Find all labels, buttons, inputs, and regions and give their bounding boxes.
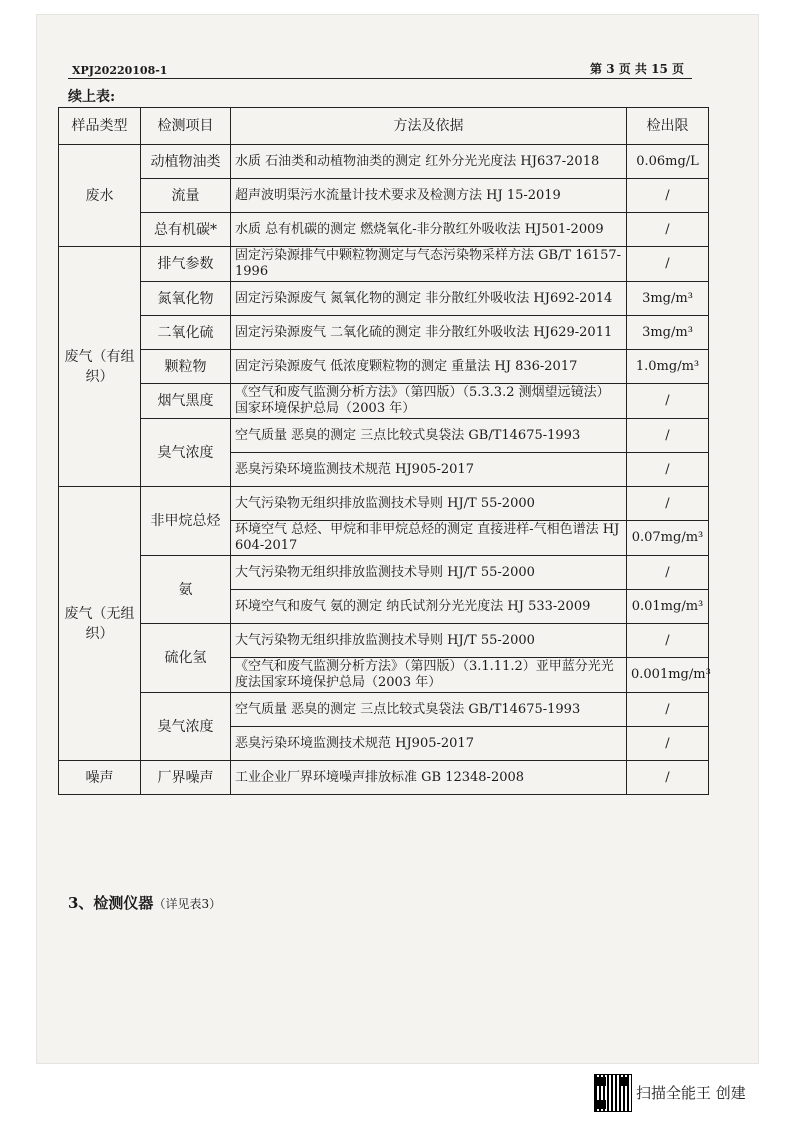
table-row [59, 213, 709, 247]
test-item-cell: 氨 [141, 556, 231, 624]
method-cell: 环境空气和废气 氨的测定 纳氏试剂分光光度法 HJ 533-2009 [231, 590, 627, 624]
column-header: 检测项目 [141, 108, 231, 145]
table-body [59, 145, 709, 795]
test-item-cell: 二氧化硫 [141, 316, 231, 350]
method-cell: 水质 总有机碳的测定 燃烧氧化-非分散红外吸收法 HJ501-2009 [231, 213, 627, 247]
method-cell: 环境空气 总烃、甲烷和非甲烷总烃的测定 直接进样-气相色谱法 HJ 604-2017 [231, 521, 627, 556]
detection-limit-cell: / [627, 487, 709, 521]
method-cell: 《空气和废气监测分析方法》（第四版）（5.3.3.2 测烟望远镜法）国家环境保护总局（2003 年） [231, 384, 627, 419]
method-cell: 固定污染源废气 低浓度颗粒物的测定 重量法 HJ 836-2017 [231, 350, 627, 384]
method-cell: 《空气和废气监测分析方法》（第四版）（3.1.11.2）亚甲蓝分光光度法国家环境保护总局（2003 年） [231, 658, 627, 693]
qr-code-icon [594, 1074, 632, 1112]
table-row [59, 282, 709, 316]
table-row [59, 693, 709, 727]
table-row [59, 145, 709, 179]
page-header [68, 60, 692, 78]
detection-limit-cell: / [627, 556, 709, 590]
table-row [59, 761, 709, 795]
test-item-cell: 臭气浓度 [141, 419, 231, 487]
method-cell: 水质 石油类和动植物油类的测定 红外分光光度法 HJ637-2018 [231, 145, 627, 179]
column-header: 方法及依据 [231, 108, 627, 145]
detection-limit-cell: / [627, 624, 709, 658]
detection-limit-cell: 3mg/m³ [627, 282, 709, 316]
section-note: （详见表3） [153, 897, 222, 911]
method-cell: 固定污染源排气中颗粒物测定与气态污染物采样方法 GB/T 16157-1996 [231, 247, 627, 282]
method-cell: 恶臭污染环境监测技术规范 HJ905-2017 [231, 453, 627, 487]
sample-type-cell: 废气（有组织） [59, 247, 141, 487]
test-item-cell: 臭气浓度 [141, 693, 231, 761]
column-header: 样品类型 [59, 108, 141, 145]
table-row [59, 384, 709, 419]
table-row [59, 556, 709, 590]
test-item-cell: 非甲烷总烃 [141, 487, 231, 556]
section-heading: 3、检测仪器 [68, 894, 154, 912]
detection-limit-cell: 1.0mg/m³ [627, 350, 709, 384]
test-item-cell: 流量 [141, 179, 231, 213]
header-rule [68, 78, 692, 79]
method-cell: 大气污染物无组织排放监测技术导则 HJ/T 55-2000 [231, 556, 627, 590]
detection-limit-cell: / [627, 693, 709, 727]
detection-limit-cell: / [627, 247, 709, 282]
test-item-cell: 动植物油类 [141, 145, 231, 179]
test-item-cell: 颗粒物 [141, 350, 231, 384]
method-cell: 固定污染源废气 氮氧化物的测定 非分散红外吸收法 HJ692-2014 [231, 282, 627, 316]
detection-limit-cell: 0.07mg/m³ [627, 521, 709, 556]
detection-limit-cell: 0.001mg/m³ [627, 658, 709, 693]
detection-limit-cell: / [627, 419, 709, 453]
method-table [58, 107, 709, 795]
table-header-row [59, 108, 709, 145]
sample-type-cell: 噪声 [59, 761, 141, 795]
detection-limit-cell: 0.01mg/m³ [627, 590, 709, 624]
sample-type-cell: 废水 [59, 145, 141, 247]
scanner-watermark [594, 1072, 784, 1112]
table-row [59, 350, 709, 384]
detection-limit-cell: / [627, 453, 709, 487]
detection-limit-cell: 3mg/m³ [627, 316, 709, 350]
detection-limit-cell: / [627, 761, 709, 795]
detection-limit-cell: / [627, 179, 709, 213]
table-row [59, 624, 709, 658]
table-row [59, 419, 709, 453]
method-cell: 工业企业厂界环境噪声排放标准 GB 12348-2008 [231, 761, 627, 795]
method-cell: 空气质量 恶臭的测定 三点比较式臭袋法 GB/T14675-1993 [231, 419, 627, 453]
document-number: XPJ20220108-1 [72, 64, 168, 77]
test-item-cell: 烟气黑度 [141, 384, 231, 419]
method-cell: 空气质量 恶臭的测定 三点比较式臭袋法 GB/T14675-1993 [231, 693, 627, 727]
continued-label: 续上表: [68, 89, 116, 105]
test-item-cell: 厂界噪声 [141, 761, 231, 795]
test-item-cell: 硫化氢 [141, 624, 231, 693]
table-row [59, 487, 709, 521]
column-header: 检出限 [627, 108, 709, 145]
detection-limit-cell: / [627, 384, 709, 419]
method-cell: 大气污染物无组织排放监测技术导则 HJ/T 55-2000 [231, 624, 627, 658]
table-row [59, 316, 709, 350]
detection-limit-cell: / [627, 213, 709, 247]
method-cell: 大气污染物无组织排放监测技术导则 HJ/T 55-2000 [231, 487, 627, 521]
method-cell: 恶臭污染环境监测技术规范 HJ905-2017 [231, 727, 627, 761]
test-item-cell: 排气参数 [141, 247, 231, 282]
method-cell: 超声波明渠污水流量计技术要求及检测方法 HJ 15-2019 [231, 179, 627, 213]
section-title [68, 892, 221, 913]
detection-limit-cell: / [627, 727, 709, 761]
detection-limit-cell: 0.06mg/L [627, 145, 709, 179]
method-cell: 固定污染源废气 二氧化硫的测定 非分散红外吸收法 HJ629-2011 [231, 316, 627, 350]
page-indicator: 第 3 页 共 15 页 [590, 62, 684, 76]
sample-type-cell: 废气（无组织） [59, 487, 141, 761]
table-row [59, 179, 709, 213]
test-item-cell: 总有机碳* [141, 213, 231, 247]
watermark-text: 扫描全能王 创建 [636, 1084, 746, 1102]
table-row [59, 247, 709, 282]
test-item-cell: 氮氧化物 [141, 282, 231, 316]
